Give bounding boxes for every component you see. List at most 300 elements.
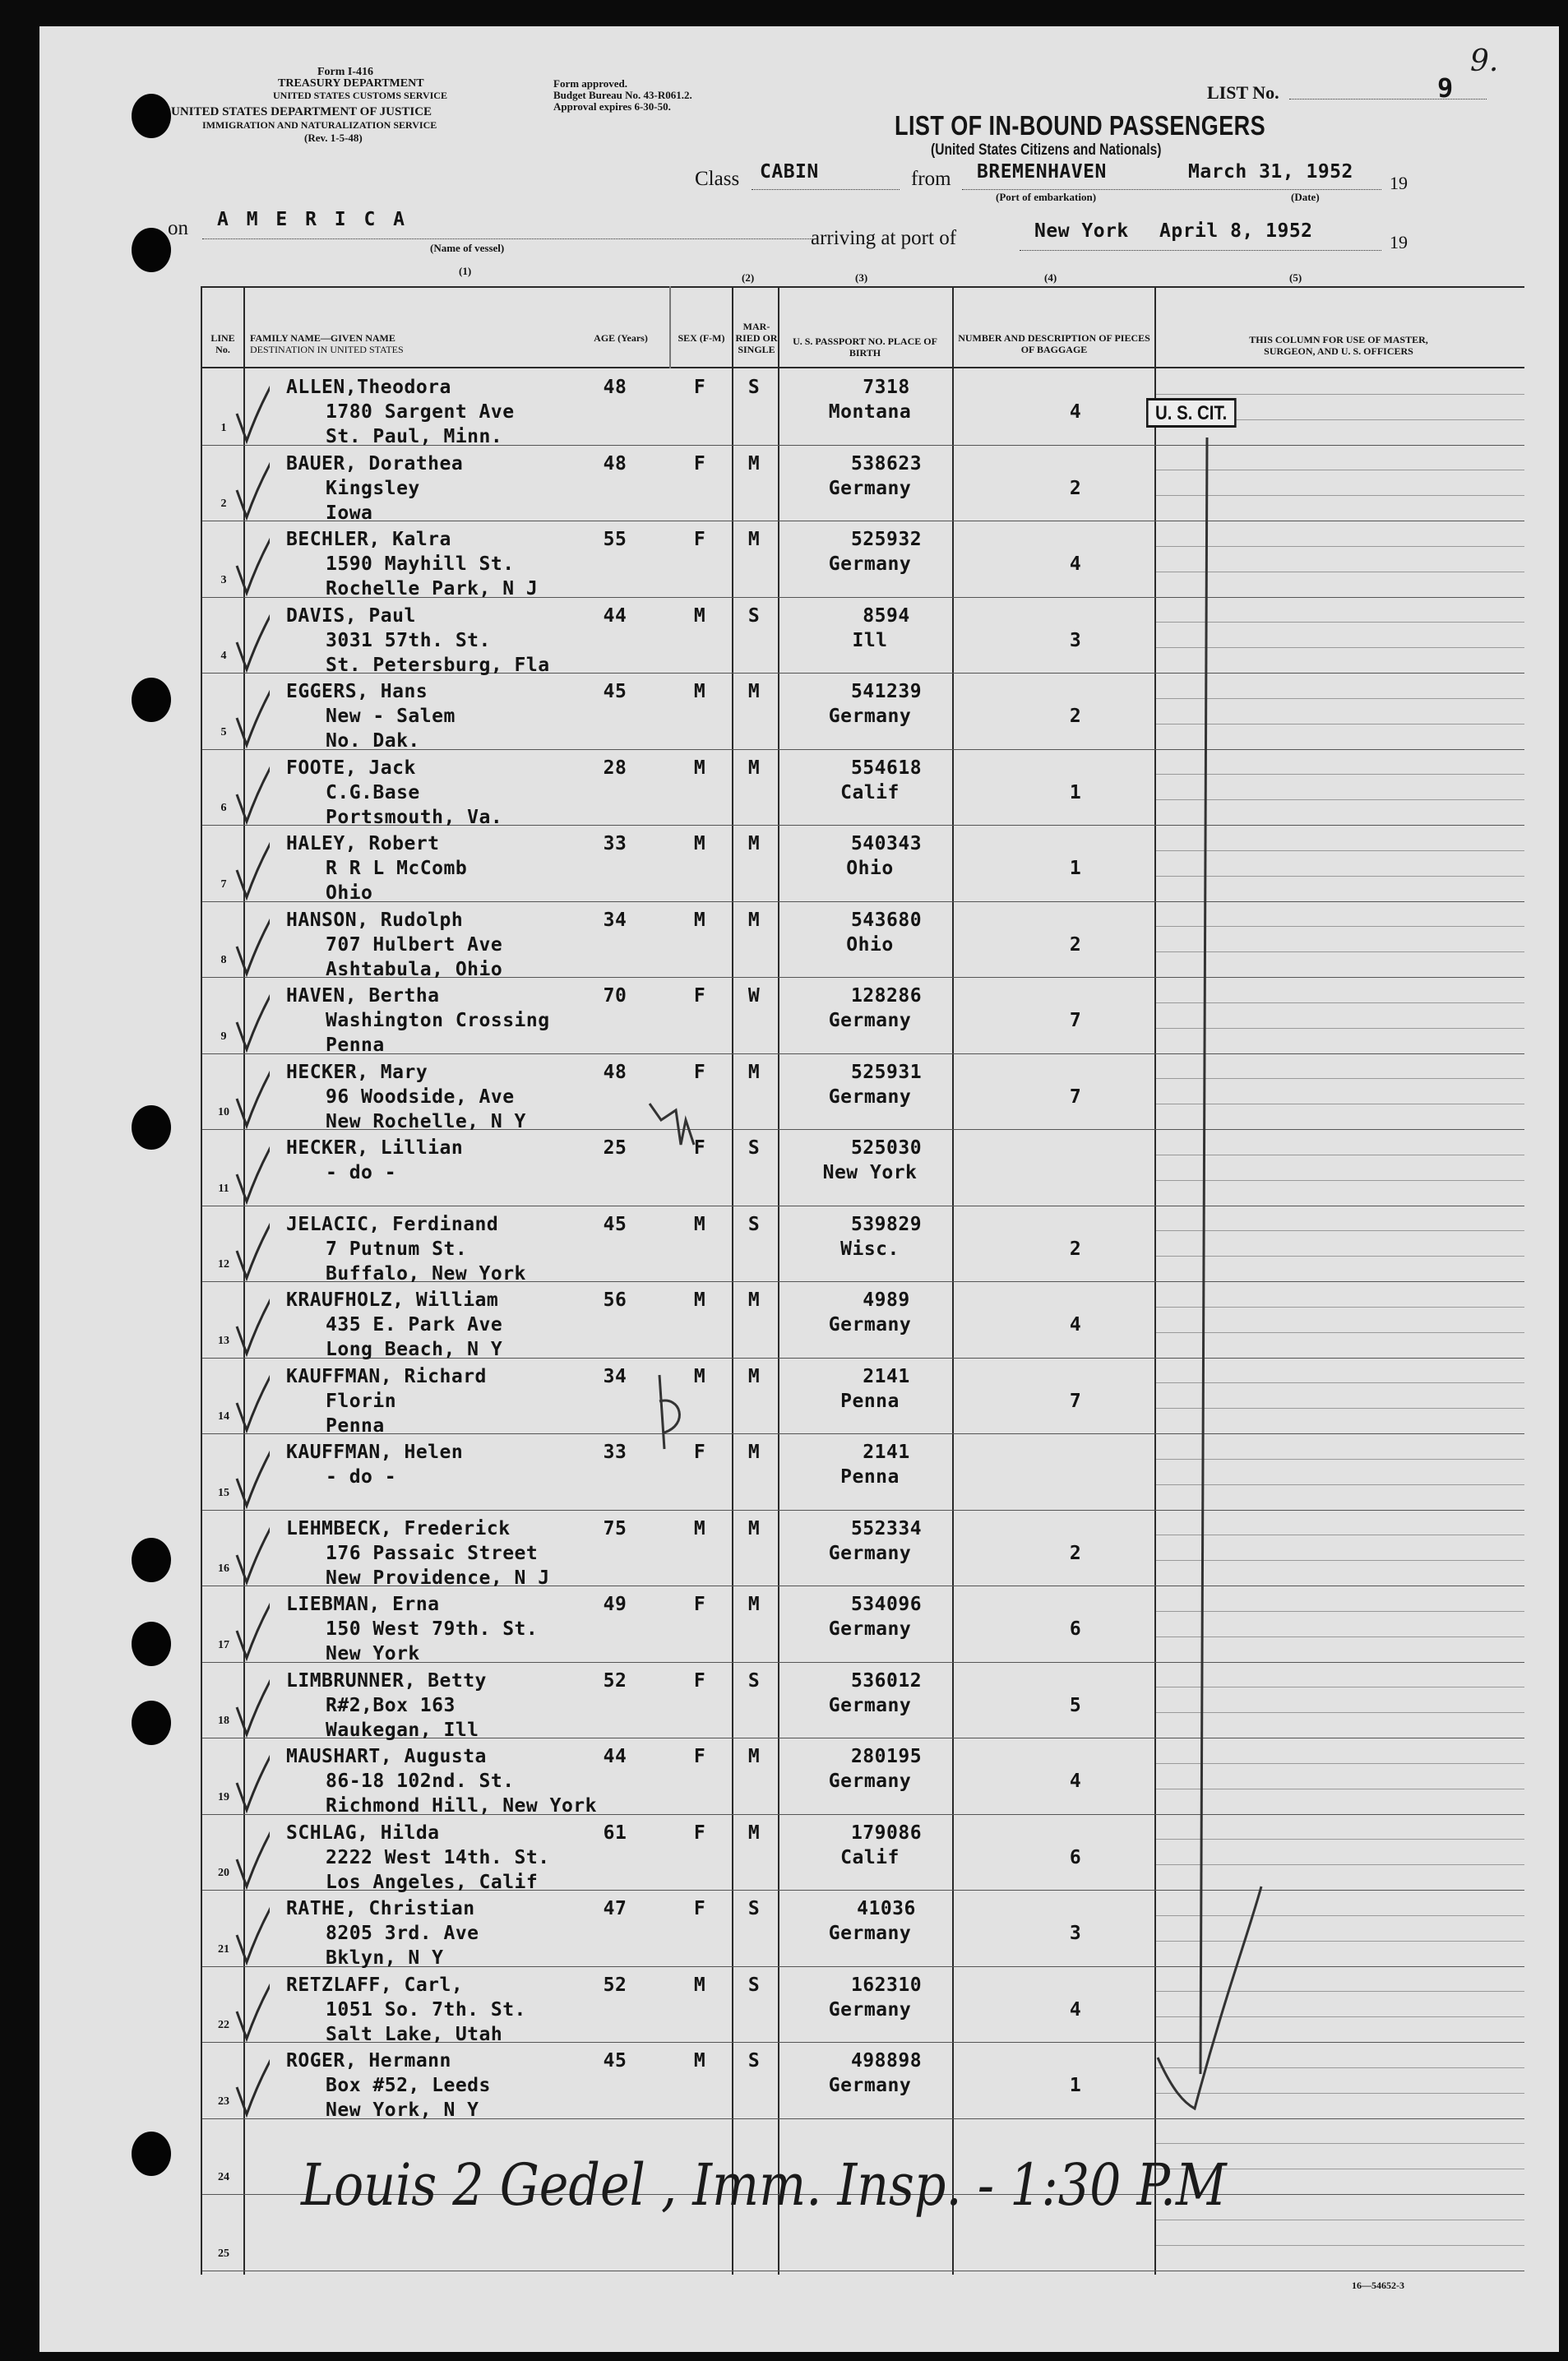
row-guide xyxy=(1156,2067,1524,2068)
passenger-marital-status: M xyxy=(747,1289,761,1311)
binder-hole xyxy=(132,1105,171,1150)
passenger-name: MAUSHART, Augusta xyxy=(286,1746,487,1767)
passenger-marital-status: M xyxy=(747,909,761,931)
place-of-birth: Germany xyxy=(828,1771,912,1792)
place-of-birth: Germany xyxy=(828,1010,912,1031)
passenger-age: 28 xyxy=(603,757,627,779)
passenger-marital-status: S xyxy=(747,1137,761,1159)
arrival-port: New York xyxy=(1034,220,1129,242)
passenger-age: 61 xyxy=(603,1822,627,1844)
passenger-age: 33 xyxy=(603,1442,627,1463)
row-guide xyxy=(1156,2143,1524,2144)
check-mark-icon xyxy=(196,977,270,1059)
col-divider-baggage xyxy=(952,286,954,2275)
check-mark-icon xyxy=(196,1510,270,1592)
passport-number: 41036 xyxy=(857,1898,916,1919)
from-label: from xyxy=(911,168,951,190)
passenger-sex: F xyxy=(693,377,706,398)
passenger-name: HANSON, Rudolph xyxy=(286,909,464,931)
line-number: 8 xyxy=(220,954,227,966)
col-divider-sex xyxy=(669,286,671,368)
baggage-count: 4 xyxy=(1069,553,1082,575)
list-no-label: LIST No. xyxy=(1207,82,1279,103)
passport-number: 4989 xyxy=(863,1289,910,1311)
passport-number: 536012 xyxy=(850,1669,923,1692)
passenger-address-2: Portsmouth, Va. xyxy=(326,806,503,828)
baggage-count: 3 xyxy=(1069,1923,1082,1944)
vessel-name: A M E R I C A xyxy=(217,209,409,230)
passenger-age: 52 xyxy=(603,1974,627,1996)
binder-hole xyxy=(132,678,171,722)
passport-number: 539829 xyxy=(850,1213,923,1235)
line-number: 21 xyxy=(218,1942,229,1956)
row-guide xyxy=(1156,774,1524,775)
check-mark-icon xyxy=(196,901,270,984)
baggage-count: 5 xyxy=(1069,1694,1082,1716)
row-guide xyxy=(1156,647,1524,648)
place-of-birth: Germany xyxy=(828,1086,912,1108)
passenger-marital-status: M xyxy=(747,1822,761,1844)
line-number: 16 xyxy=(218,1562,229,1575)
passenger-address-2: Iowa xyxy=(326,502,373,524)
passenger-name: ROGER, Hermann xyxy=(286,2050,451,2072)
place-of-birth: Germany xyxy=(828,2075,912,2096)
row-guide xyxy=(1156,1763,1524,1764)
row-guide xyxy=(1156,1459,1524,1460)
date-caption: (Date) xyxy=(1291,191,1320,203)
passenger-name: HALEY, Robert xyxy=(286,833,440,854)
place-of-birth: Germany xyxy=(828,706,912,727)
passenger-address-1: Box #52, Leeds xyxy=(326,2075,491,2096)
passenger-marital-status: W xyxy=(747,985,761,1007)
passenger-marital-status: M xyxy=(747,757,761,779)
passenger-address-2: Bklyn, N Y xyxy=(326,1947,444,1969)
header-baggage: NUMBER AND DESCRIPTION OF PIECES OF BAGGAGE xyxy=(958,332,1150,355)
passenger-address-2: Salt Lake, Utah xyxy=(326,2023,503,2045)
passenger-age: 44 xyxy=(603,604,627,627)
passenger-address-1: R#2,Box 163 xyxy=(326,1694,456,1716)
list-number-pencil: 9. xyxy=(1470,44,1499,78)
line-number: 6 xyxy=(220,802,227,814)
baggage-count: 4 xyxy=(1069,1998,1082,2021)
place-of-birth: Ill xyxy=(852,629,888,651)
passenger-address-1: New - Salem xyxy=(326,706,456,727)
passport-number: 538623 xyxy=(850,452,923,475)
passenger-sex: M xyxy=(693,681,706,702)
baggage-count: 1 xyxy=(1069,2075,1082,2096)
check-mark-icon xyxy=(196,521,270,603)
check-mark-icon xyxy=(196,825,270,907)
row-guide xyxy=(1156,2093,1524,2094)
treasury-dept: TREASURY DEPARTMENT xyxy=(278,77,424,90)
passenger-address-1: 1051 So. 7th. St. xyxy=(326,1998,526,2021)
row-guide xyxy=(1156,1991,1524,1992)
embarkation-date: March 31, 1952 xyxy=(1188,161,1353,183)
passport-number: 541239 xyxy=(850,681,923,702)
check-mark-icon xyxy=(196,368,270,451)
passenger-name: BECHLER, Kalra xyxy=(286,529,451,550)
baggage-count: 2 xyxy=(1069,477,1082,499)
arrival-underline xyxy=(1020,250,1381,251)
check-mark-icon xyxy=(196,673,270,755)
row-guide xyxy=(1156,724,1524,725)
table-top-border xyxy=(201,286,1524,288)
row-guide xyxy=(1156,622,1524,623)
check-mark-icon xyxy=(196,1129,270,1211)
col-num-3: (3) xyxy=(855,271,868,284)
passenger-marital-status: S xyxy=(747,1213,761,1235)
passenger-sex: M xyxy=(693,757,706,779)
passenger-address-1: 96 Woodside, Ave xyxy=(326,1086,515,1108)
passenger-name: LEHMBECK, Frederick xyxy=(286,1517,511,1539)
passenger-name: RETZLAFF, Carl, xyxy=(286,1974,464,1996)
passenger-name: DAVIS, Paul xyxy=(286,604,416,627)
passenger-sex: M xyxy=(693,1974,706,1996)
baggage-count: 1 xyxy=(1069,781,1082,803)
passenger-address-2: Ashtabula, Ohio xyxy=(326,958,503,980)
passport-number: 525931 xyxy=(850,1061,923,1083)
baggage-count: 2 xyxy=(1069,1542,1082,1564)
place-of-birth: Germany xyxy=(828,1618,912,1640)
approval-3: Approval expires 6-30-50. xyxy=(553,100,671,113)
vessel-caption: (Name of vessel) xyxy=(430,242,505,254)
passenger-address-2: New Rochelle, N Y xyxy=(326,1110,526,1132)
check-mark-icon xyxy=(196,1814,270,1896)
row-guide xyxy=(1156,1307,1524,1308)
binder-hole xyxy=(132,1701,171,1745)
row-guide xyxy=(1156,1230,1524,1231)
passenger-age: 48 xyxy=(603,1061,627,1083)
passenger-marital-status: M xyxy=(747,1442,761,1463)
passenger-age: 34 xyxy=(603,1365,627,1387)
passenger-marital-status: M xyxy=(747,833,761,854)
passenger-address-1: Florin xyxy=(326,1390,397,1412)
passport-number: 8594 xyxy=(863,604,910,627)
line-number: 23 xyxy=(218,2095,229,2108)
passport-number: 7318 xyxy=(863,377,910,398)
class-underline xyxy=(752,189,900,190)
line-number: 22 xyxy=(218,2019,229,2031)
passport-number: 552334 xyxy=(850,1517,923,1539)
baggage-count: 2 xyxy=(1069,933,1082,956)
passport-number: 128286 xyxy=(850,985,923,1007)
passenger-marital-status: S xyxy=(747,1898,761,1919)
check-mark-icon xyxy=(196,749,270,831)
row-separator xyxy=(202,1433,1524,1434)
passenger-name: FOOTE, Jack xyxy=(286,757,416,779)
passenger-address-2: Penna xyxy=(326,1414,385,1437)
passenger-sex: F xyxy=(693,1442,706,1463)
year-prefix-1: 19 xyxy=(1390,173,1408,193)
col-num-1: (1) xyxy=(459,265,472,277)
baggage-count: 4 xyxy=(1069,1771,1082,1792)
col-num-2: (2) xyxy=(742,271,755,284)
passenger-marital-status: S xyxy=(747,604,761,627)
passenger-address-2: Long Beach, N Y xyxy=(326,1339,503,1360)
passenger-address-1: 176 Passaic Street xyxy=(326,1542,539,1564)
passenger-marital-status: M xyxy=(747,529,761,550)
on-label: on xyxy=(168,217,188,239)
passenger-age: 33 xyxy=(603,833,627,854)
baggage-count: 7 xyxy=(1069,1010,1082,1031)
place-of-birth: Germany xyxy=(828,1314,912,1336)
place-of-birth: Montana xyxy=(828,401,912,423)
passenger-address-2: Waukegan, Ill xyxy=(326,1719,479,1741)
form-number: Form I-416 xyxy=(317,66,374,78)
row-guide xyxy=(1156,951,1524,952)
row-separator xyxy=(202,1510,1524,1511)
row-guide xyxy=(1156,2016,1524,2017)
justice-dept: UNITED STATES DEPARTMENT OF JUSTICE xyxy=(171,105,432,118)
line-number: 25 xyxy=(218,2247,229,2260)
row-guide xyxy=(1156,1941,1524,1942)
row-guide xyxy=(1156,2245,1524,2246)
approval-1: Form approved. xyxy=(553,77,628,90)
passenger-address-1: Washington Crossing xyxy=(326,1010,550,1031)
passenger-sex: M xyxy=(693,1213,706,1235)
passenger-sex: M xyxy=(693,1289,706,1311)
passenger-age: 75 xyxy=(603,1517,627,1539)
binder-hole xyxy=(132,228,171,272)
passenger-address-1: 150 West 79th. St. xyxy=(326,1618,539,1640)
passenger-name: KAUFFMAN, Helen xyxy=(286,1442,464,1463)
row-guide xyxy=(1156,495,1524,496)
header-married: MAR-RIED OR SINGLE xyxy=(735,321,778,355)
passport-number: 2141 xyxy=(863,1442,910,1463)
passenger-address-2: New York xyxy=(326,1643,420,1664)
passenger-name: KRAUFHOLZ, William xyxy=(286,1289,499,1311)
passenger-marital-status: M xyxy=(747,1594,761,1615)
passenger-marital-status: S xyxy=(747,2050,761,2072)
check-mark-icon xyxy=(196,2042,270,2124)
passenger-sex: F xyxy=(693,1822,706,1844)
passenger-marital-status: M xyxy=(747,681,761,702)
revision: (Rev. 1-5-48) xyxy=(304,132,363,144)
passenger-age: 47 xyxy=(603,1898,627,1919)
passenger-address-2: Los Angeles, Calif xyxy=(326,1871,539,1893)
line-number: 2 xyxy=(220,498,227,510)
header-name-sub: DESTINATION IN UNITED STATES xyxy=(250,344,404,355)
passport-number: 534096 xyxy=(850,1594,923,1615)
place-of-birth: Germany xyxy=(828,553,912,575)
passenger-sex: F xyxy=(693,1746,706,1767)
header-officers: THIS COLUMN FOR USE OF MASTER, SURGEON, AND U. S. OFFICERS xyxy=(1249,334,1428,357)
place-of-birth: Germany xyxy=(828,1923,912,1944)
passenger-address-1: Kingsley xyxy=(326,477,420,499)
passenger-sex: F xyxy=(693,985,706,1007)
row-guide xyxy=(1156,1180,1524,1181)
check-mark-icon xyxy=(196,1206,270,1288)
passenger-address-1: 2222 West 14th. St. xyxy=(326,1846,550,1868)
line-number: 5 xyxy=(220,725,227,738)
footer-code: 16—54652-3 xyxy=(1352,2280,1404,2291)
passport-number: 2141 xyxy=(863,1365,910,1387)
row-guide xyxy=(1156,1332,1524,1333)
class-label: Class xyxy=(695,168,740,190)
row-guide xyxy=(1156,1484,1524,1485)
header-sex: SEX (F-M) xyxy=(678,332,725,344)
line-number: 7 xyxy=(220,877,227,891)
passport-number: 179086 xyxy=(850,1822,923,1844)
passenger-marital-status: M xyxy=(747,452,761,475)
check-mark-icon xyxy=(196,1053,270,1136)
row-guide xyxy=(1156,698,1524,699)
passenger-age: 45 xyxy=(603,2050,627,2072)
check-mark-icon xyxy=(196,1662,270,1744)
passenger-sex: M xyxy=(693,833,706,854)
row-guide xyxy=(1156,1839,1524,1840)
passenger-age: 25 xyxy=(603,1137,627,1159)
passenger-name: JELACIC, Ferdinand xyxy=(286,1213,499,1235)
passport-number: 498898 xyxy=(850,2050,923,2072)
us-citizen-stamp: U. S. CIT. xyxy=(1146,398,1236,428)
row-guide xyxy=(1156,876,1524,877)
passenger-address-2: St. Petersburg, Fla xyxy=(326,654,550,676)
passport-number: 525932 xyxy=(850,529,923,550)
passenger-address-2: Rochelle Park, N J xyxy=(326,578,539,600)
passenger-age: 52 xyxy=(603,1669,627,1692)
check-mark-icon xyxy=(196,1358,270,1440)
passenger-address-2: St. Paul, Minn. xyxy=(326,426,503,447)
binder-hole xyxy=(132,1538,171,1582)
passenger-age: 45 xyxy=(603,1213,627,1235)
line-number: 9 xyxy=(220,1030,227,1043)
baggage-count: 4 xyxy=(1069,1314,1082,1336)
col-divider-officers xyxy=(1154,286,1156,2275)
passport-number: 554618 xyxy=(850,757,923,779)
passenger-address-1: C.G.Base xyxy=(326,781,420,803)
passenger-sex: F xyxy=(693,1898,706,1919)
row-guide xyxy=(1156,1256,1524,1257)
passenger-address-1: - do - xyxy=(326,1162,397,1183)
passenger-sex: M xyxy=(693,1365,706,1387)
line-number: 18 xyxy=(218,1715,229,1727)
row-guide xyxy=(1156,1560,1524,1561)
embarkation-port: BREMENHAVEN xyxy=(977,161,1107,183)
customs-service: UNITED STATES CUSTOMS SERVICE xyxy=(273,90,447,101)
baggage-count: 1 xyxy=(1069,858,1082,879)
passport-number: 525030 xyxy=(850,1137,923,1159)
line-number: 15 xyxy=(218,1486,229,1499)
passenger-address-1: 3031 57th. St. xyxy=(326,629,491,651)
passenger-marital-status: M xyxy=(747,1061,761,1083)
row-guide xyxy=(1156,1078,1524,1079)
passport-number: 280195 xyxy=(850,1746,923,1767)
check-mark-icon xyxy=(196,1890,270,1972)
passenger-name: LIEBMAN, Erna xyxy=(286,1594,440,1615)
binder-hole xyxy=(132,1622,171,1666)
col-divider-passport xyxy=(778,286,779,2275)
passenger-sex: F xyxy=(693,1669,706,1692)
baggage-count: 4 xyxy=(1069,401,1082,423)
passenger-marital-status: M xyxy=(747,1365,761,1387)
passenger-name: EGGERS, Hans xyxy=(286,681,428,702)
row-guide xyxy=(1156,1028,1524,1029)
line-number: 10 xyxy=(218,1106,229,1118)
passenger-address-1: 86-18 102nd. St. xyxy=(326,1771,515,1792)
place-of-birth: Germany xyxy=(828,477,912,499)
passenger-address-1: - do - xyxy=(326,1466,397,1488)
passenger-address-1: 1780 Sargent Ave xyxy=(326,401,515,423)
passenger-marital-status: S xyxy=(747,1974,761,1996)
vessel-underline xyxy=(202,238,812,239)
line-number: 20 xyxy=(218,1867,229,1879)
header-bottom-border xyxy=(201,367,1524,368)
row-guide xyxy=(1156,1864,1524,1865)
line-number: 17 xyxy=(218,1638,229,1651)
check-mark-icon xyxy=(196,1433,270,1516)
passenger-address-1: 7 Putnum St. xyxy=(326,1238,468,1260)
arriving-label: arriving at port of xyxy=(811,227,957,249)
passenger-address-2: Ohio xyxy=(326,882,373,904)
check-mark-icon xyxy=(196,1966,270,2049)
passenger-address-2: Penna xyxy=(326,1035,385,1056)
baggage-count: 6 xyxy=(1069,1618,1082,1640)
passenger-age: 34 xyxy=(603,909,627,931)
passenger-sex: M xyxy=(693,909,706,931)
baggage-count: 7 xyxy=(1069,1390,1082,1412)
form-title: LIST OF IN-BOUND PASSENGERS xyxy=(895,110,1266,141)
row-separator xyxy=(202,901,1524,902)
row-guide xyxy=(1156,1611,1524,1612)
place-of-birth: Ohio xyxy=(846,858,894,879)
place-of-birth: Calif xyxy=(840,781,900,803)
binder-hole xyxy=(132,2132,171,2176)
passenger-address-2: No. Dak. xyxy=(326,730,420,752)
line-number: 3 xyxy=(220,573,227,586)
passenger-address-1: 1590 Mayhill St. xyxy=(326,553,515,575)
passenger-sex: F xyxy=(693,1061,706,1083)
header-name: FAMILY NAME—GIVEN NAME xyxy=(250,332,395,344)
list-number: 9 xyxy=(1437,72,1454,104)
passenger-marital-status: S xyxy=(747,377,761,398)
arrival-date: April 8, 1952 xyxy=(1159,220,1313,242)
row-guide xyxy=(1156,394,1524,395)
row-separator xyxy=(202,1053,1524,1054)
col-num-5: (5) xyxy=(1289,271,1302,284)
col-num-4: (4) xyxy=(1044,271,1057,284)
line-number: 1 xyxy=(220,421,227,434)
passenger-name: RATHE, Christian xyxy=(286,1898,475,1919)
passenger-marital-status: M xyxy=(747,1746,761,1767)
passenger-age: 48 xyxy=(603,377,627,398)
passenger-name: HECKER, Lillian xyxy=(286,1137,464,1159)
passport-number: 543680 xyxy=(850,909,923,931)
passenger-age: 45 xyxy=(603,681,627,702)
passenger-sex: F xyxy=(693,1594,706,1615)
passenger-age: 55 xyxy=(603,529,627,550)
passenger-sex: M xyxy=(693,2050,706,2072)
passenger-address-1: 8205 3rd. Ave xyxy=(326,1923,479,1944)
passenger-name: ALLEN,Theodora xyxy=(286,377,451,398)
row-guide xyxy=(1156,1915,1524,1916)
passenger-address-2: Buffalo, New York xyxy=(326,1262,526,1285)
year-prefix-2: 19 xyxy=(1390,232,1408,252)
place-of-birth: New York xyxy=(822,1162,918,1183)
passenger-address-2: Richmond Hill, New York xyxy=(326,1795,597,1817)
passenger-address-1: R R L McComb xyxy=(326,858,468,879)
passenger-address-2: New Providence, N J xyxy=(326,1567,550,1589)
row-guide xyxy=(1156,926,1524,927)
passenger-sex: M xyxy=(693,604,706,627)
passenger-age: 48 xyxy=(603,452,627,475)
form-subtitle: (United States Citizens and Nationals) xyxy=(931,141,1162,159)
line-number: 24 xyxy=(218,2171,229,2183)
place-of-birth: Germany xyxy=(828,1998,912,2021)
row-guide xyxy=(1156,1408,1524,1409)
place-of-birth: Penna xyxy=(840,1466,900,1488)
baggage-count: 7 xyxy=(1069,1086,1082,1108)
